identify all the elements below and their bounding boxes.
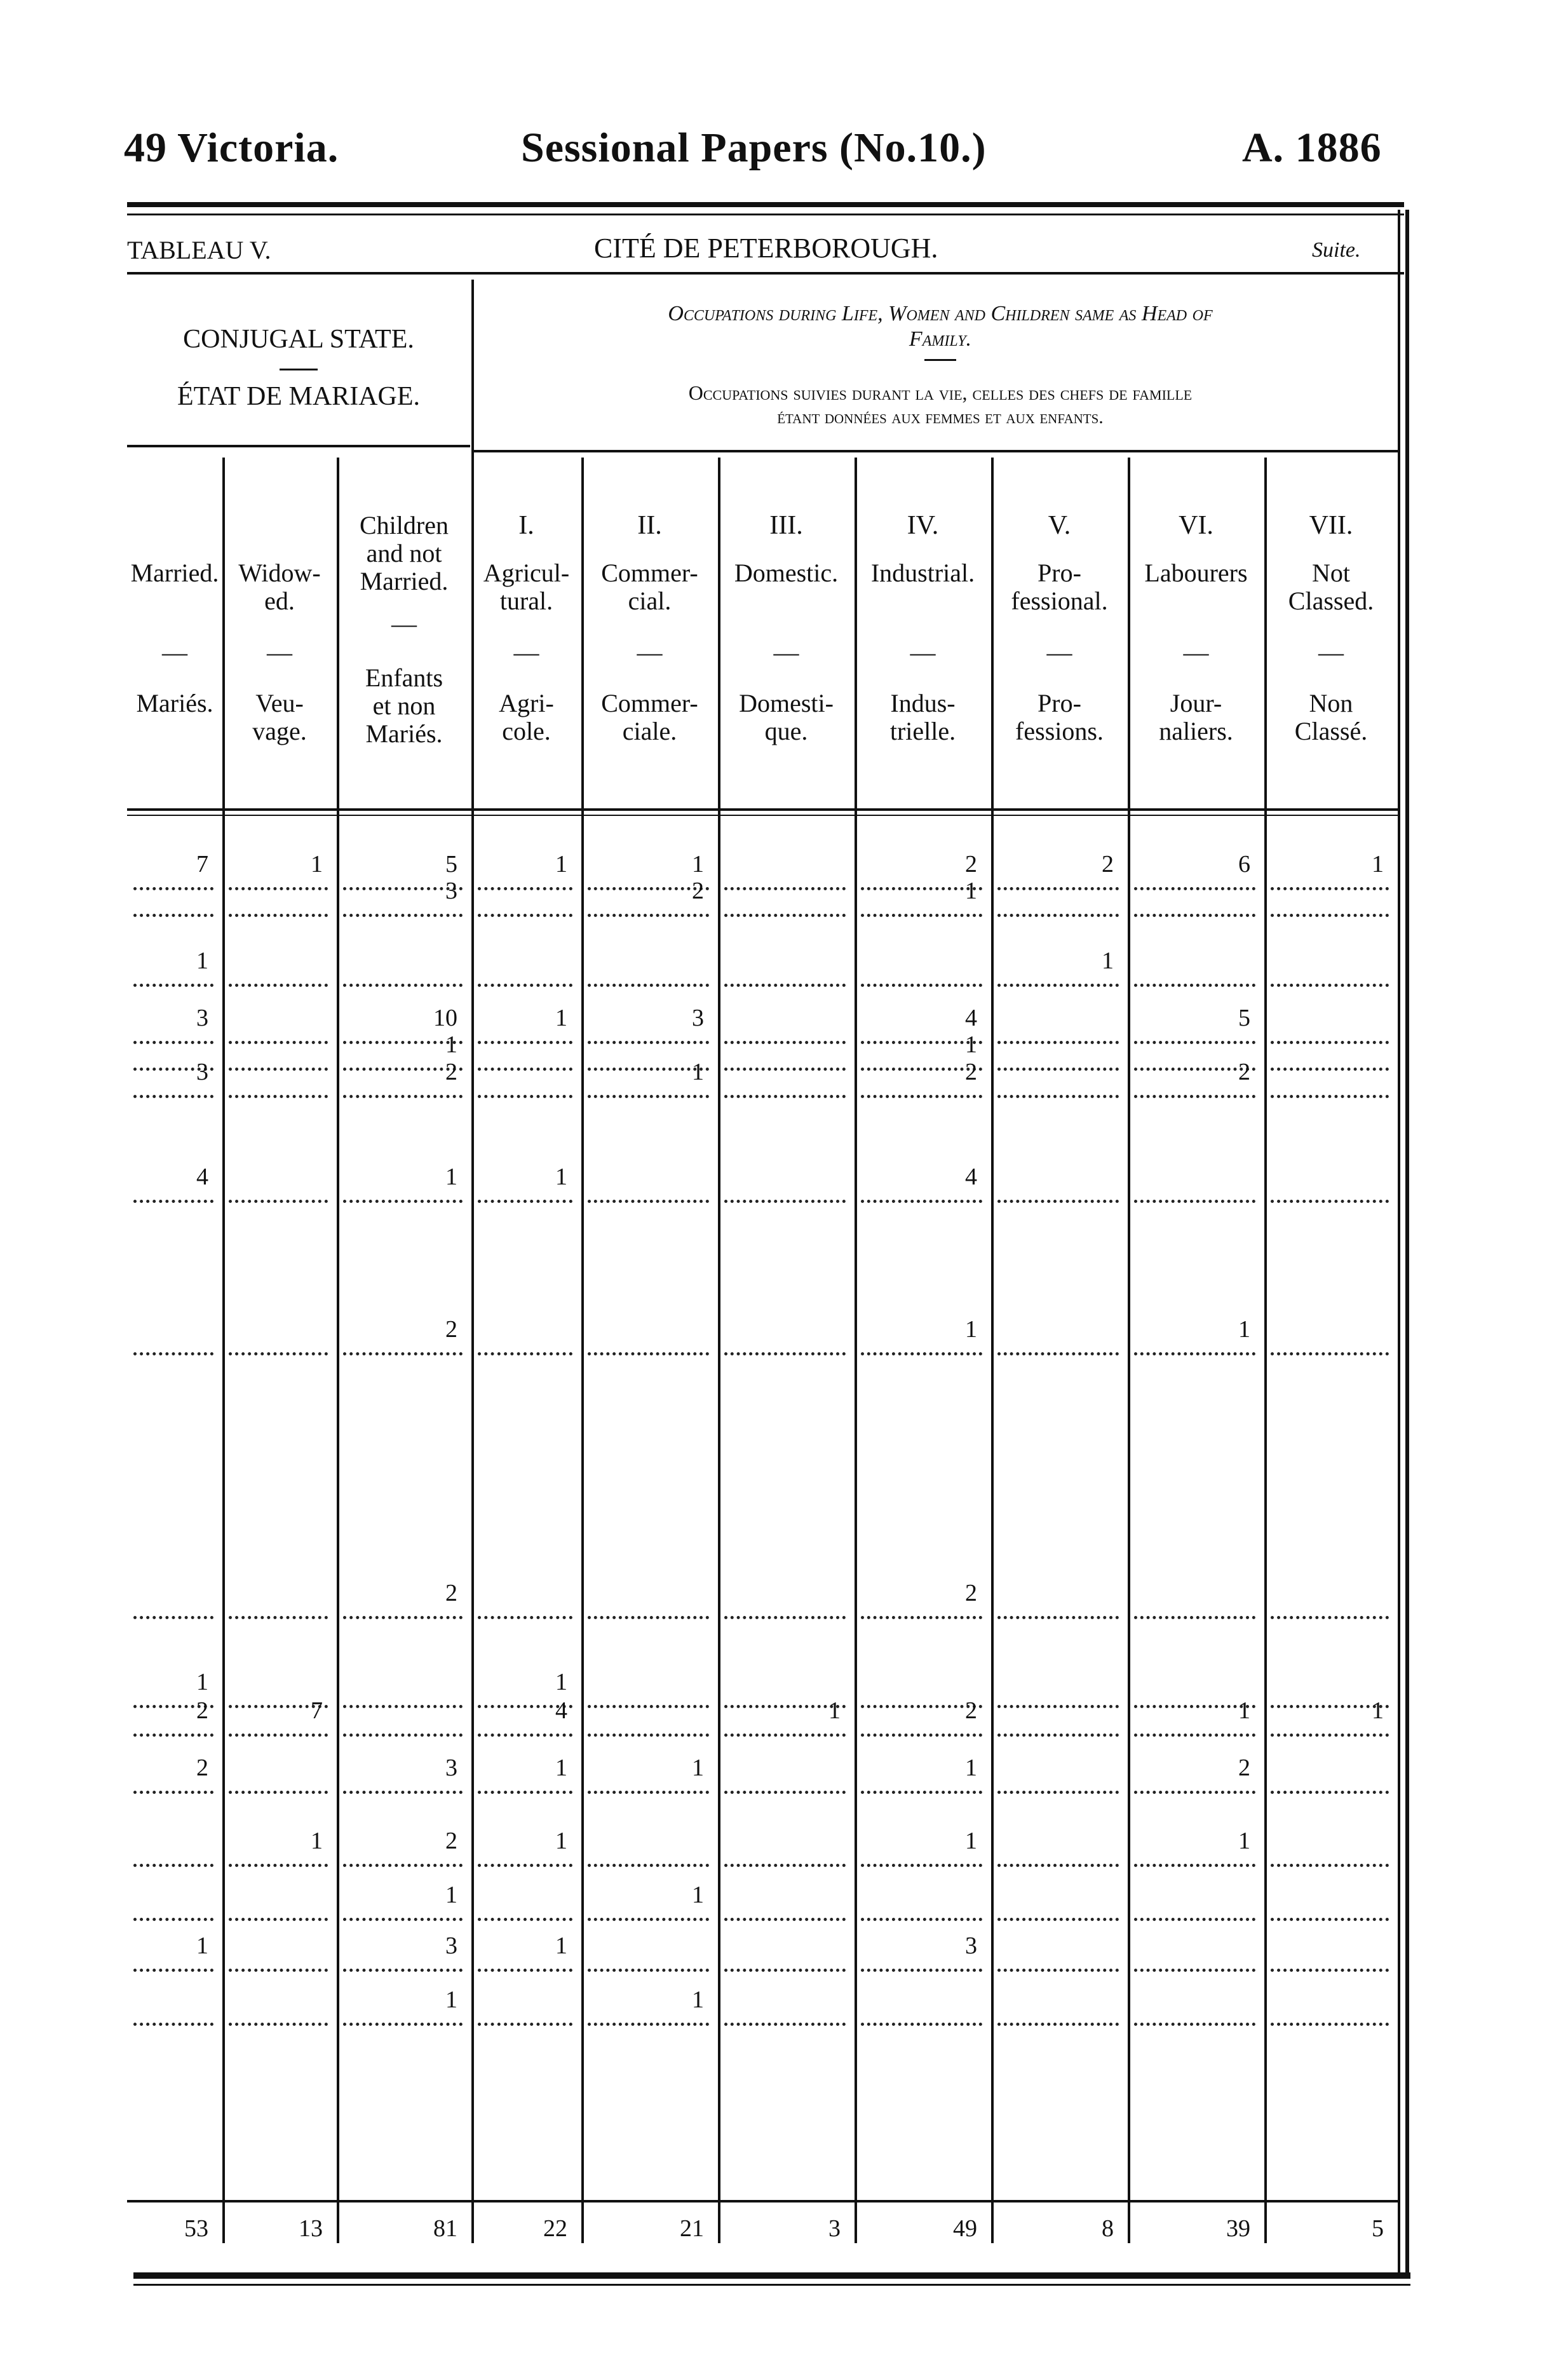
dotted-leader [133,1734,213,1737]
occupations-en-1: Occupations during Life, Women and Children same as Head of [668,302,1213,325]
dotted-leader [1134,1200,1255,1203]
column-header-en: Agricul- tural. [483,559,570,615]
dotted-leader [997,1068,1119,1071]
dotted-leader [997,1791,1119,1794]
table-cell: 1 [445,1986,457,2013]
dotted-leader [1134,1918,1255,1921]
suite-label: Suite. [1312,238,1361,262]
total-cell: 21 [680,2215,704,2242]
dotted-leader [588,2023,709,2026]
table-cell: 3 [445,1932,457,1959]
column-header-fr: Veu- vage. [252,689,307,745]
dotted-leader [343,1864,463,1867]
column-header-fr: Agri- cole. [499,689,554,745]
dotted-leader [997,1918,1119,1921]
table-cell: 1 [1372,851,1384,878]
table-cell: 2 [965,1580,977,1606]
table-cell: 1 [445,1031,457,1058]
table-cell: 2 [1238,1754,1250,1781]
column-header-fr: Pro- fessions. [1015,689,1104,745]
total-cell: 5 [1372,2215,1384,2242]
table-cell: 1 [1238,1697,1250,1724]
dotted-leader [861,1969,982,1972]
table-cell: 1 [555,1005,567,1031]
table-cell: 3 [445,878,457,904]
dotted-leader [1134,1969,1255,1972]
total-cell: 22 [543,2215,567,2242]
bottom-rule-thin [133,2284,1410,2286]
dotted-leader [343,1791,463,1794]
table-cell: 7 [311,1697,323,1724]
table-cell: 2 [445,1580,457,1606]
dotted-leader [861,1095,982,1098]
column-number: I. [518,511,534,540]
column-separator [991,458,994,2243]
dotted-leader [343,914,463,917]
occupations-en-2: Family. [909,327,972,351]
dotted-leader [1134,1616,1255,1619]
column-header-en: Children and not Married. [360,511,449,595]
dotted-leader [478,1918,572,1921]
dotted-leader [343,1352,463,1355]
dotted-leader [1271,1969,1389,1972]
column-header-en: Married. [130,559,219,587]
column-number: VII. [1309,511,1353,540]
dotted-leader [588,1864,709,1867]
dotted-leader [724,1616,846,1619]
total-cell: 81 [433,2215,457,2242]
column-separator [1128,458,1130,2243]
dotted-leader [861,1918,982,1921]
table-cell: 5 [445,851,457,878]
table-cell: 1 [445,1164,457,1190]
table-cell: 1 [555,1932,567,1959]
dotted-leader [478,1095,572,1098]
column-header-rule-thin [127,815,1398,816]
dotted-leader [133,1616,213,1619]
dotted-leader [478,1068,572,1071]
dotted-leader [478,1734,572,1737]
column-header-en: Widow- ed. [238,559,321,615]
dotted-leader [343,1705,463,1708]
occupations-fr-1: Occupations suivies durant la vie, celles des chefs de famille [688,381,1193,404]
dotted-leader [1271,1041,1389,1044]
dotted-leader [1134,1352,1255,1355]
table-cell: 1 [311,851,323,878]
dotted-leader [343,1095,463,1098]
dotted-leader [724,1095,846,1098]
dotted-leader [133,1200,213,1203]
table-cell: 3 [196,1059,208,1085]
table-cell: 2 [965,1697,977,1724]
dotted-leader [229,1969,328,1972]
dotted-leader [478,1041,572,1044]
dotted-leader [1271,1068,1389,1071]
dotted-leader [229,1918,328,1921]
dotted-leader [133,1041,213,1044]
dotted-leader [229,1068,328,1071]
dotted-leader [1271,1616,1389,1619]
dotted-leader [478,1791,572,1794]
dotted-leader [588,1200,709,1203]
dotted-leader [724,1352,846,1355]
dotted-leader [343,1200,463,1203]
dotted-leader [478,1969,572,1972]
dotted-leader [997,914,1119,917]
table-cell: 1 [555,1754,567,1781]
total-cell: 13 [299,2215,323,2242]
table-cell: 7 [196,851,208,878]
total-cell: 3 [828,2215,841,2242]
column-separator [471,452,474,2243]
dotted-leader [1271,2023,1389,2026]
dotted-leader [343,1734,463,1737]
table-cell: 4 [965,1005,977,1031]
column-header-fr: Indus- trielle. [889,689,956,745]
dotted-leader [588,1705,709,1708]
dotted-leader [588,1791,709,1794]
dotted-leader [1134,887,1255,890]
dotted-leader [997,2023,1119,2026]
dotted-leader [724,914,846,917]
dotted-leader [229,1616,328,1619]
column-header-dash: — [391,609,417,638]
dotted-leader [133,984,213,987]
table-cell: 1 [828,1697,841,1724]
dotted-leader [343,1969,463,1972]
dotted-leader [1271,1791,1389,1794]
dotted-leader [724,1918,846,1921]
dotted-leader [133,1969,213,1972]
column-separator [718,458,720,2243]
conjugal-dash [280,369,318,370]
sessional-papers-title: Sessional Papers (No.10.) [521,125,987,171]
column-header-fr: Enfants et non Mariés. [365,663,443,748]
dotted-leader [133,2023,213,2026]
table-cell: 1 [692,1059,704,1085]
table-cell: 5 [1238,1005,1250,1031]
column-number: VI. [1179,511,1213,540]
dotted-leader [229,1791,328,1794]
table-cell: 3 [692,1005,704,1031]
column-header-en: Industrial. [870,559,975,587]
dotted-leader [724,1734,846,1737]
table-cell: 1 [965,1316,977,1343]
dotted-leader [1134,1864,1255,1867]
table-cell: 1 [555,1669,567,1695]
dotted-leader [1271,887,1389,890]
column-separator [337,458,339,2243]
occupations-fr-2: étant données aux femmes et aux enfants. [777,407,1104,428]
column-header-en: Pro- fessional. [1011,559,1108,615]
dotted-leader [997,1734,1119,1737]
dotted-leader [588,1918,709,1921]
total-cell: 49 [953,2215,977,2242]
dotted-leader [1134,984,1255,987]
dotted-leader [133,1864,213,1867]
table-cell: 1 [692,1882,704,1908]
table-cell: 1 [692,1986,704,2013]
dotted-leader [861,2023,982,2026]
table-cell: 4 [555,1697,567,1724]
column-header-dash: — [773,638,799,667]
column-header-en: Domestic. [734,559,839,587]
dotted-leader [1271,984,1389,987]
table-cell: 1 [965,1828,977,1854]
column-header-dash: — [162,638,187,667]
column-header-dash: — [910,638,936,667]
table-cell: 2 [1238,1059,1250,1085]
table-cell: 1 [1238,1828,1250,1854]
right-frame-line [1398,210,1400,2275]
conjugal-state-fr: ÉTAT DE MARIAGE. [177,382,420,411]
top-rule [127,202,1404,207]
table-cell: 1 [692,1754,704,1781]
dotted-leader [588,984,709,987]
table-cell: 1 [196,947,208,974]
column-header-fr: Jour- naliers. [1159,689,1233,745]
dotted-leader [229,1041,328,1044]
table-cell: 2 [196,1697,208,1724]
dotted-leader [343,2023,463,2026]
dotted-leader [1271,1200,1389,1203]
dotted-leader [861,1864,982,1867]
dotted-leader [724,1068,846,1071]
dotted-leader [1134,1791,1255,1794]
tableau-label: TABLEAU V. [127,236,271,264]
table-cell: 1 [692,851,704,878]
conjugal-header-rule [127,445,470,447]
dotted-leader [588,1041,709,1044]
column-header-rule [127,808,1398,811]
total-cell: 39 [1226,2215,1250,2242]
dotted-leader [343,1918,463,1921]
column-header-en: Labourers [1144,559,1248,587]
dotted-leader [997,1200,1119,1203]
dotted-leader [229,2023,328,2026]
column-separator [1264,458,1267,2243]
table-cell: 3 [445,1754,457,1781]
dotted-leader [724,1041,846,1044]
dotted-leader [997,1041,1119,1044]
volume-label: 49 Victoria. [124,125,339,171]
dotted-leader [861,984,982,987]
table-cell: 2 [445,1059,457,1085]
table-cell: 2 [965,1059,977,1085]
table-cell: 2 [196,1754,208,1781]
total-cell: 8 [1102,2215,1114,2242]
dotted-leader [997,984,1119,987]
dotted-leader [229,914,328,917]
dotted-leader [1134,1041,1255,1044]
dotted-leader [478,887,572,890]
dotted-leader [1134,1095,1255,1098]
totals-rule [127,2200,1398,2202]
dotted-leader [478,1864,572,1867]
dotted-leader [478,914,572,917]
dotted-leader [478,1352,572,1355]
table-cell: 2 [1102,851,1114,878]
column-separator [222,458,225,2243]
column-header-fr: Commer- ciale. [601,689,698,745]
dotted-leader [997,1864,1119,1867]
table-cell: 2 [445,1828,457,1854]
table-cell: 3 [196,1005,208,1031]
dotted-leader [724,984,846,987]
column-number: V. [1048,511,1071,540]
column-header-dash: — [267,638,292,667]
dotted-leader [478,984,572,987]
dotted-leader [478,1200,572,1203]
table-cell: 6 [1238,851,1250,878]
dotted-leader [133,1791,213,1794]
column-header-dash: — [1318,638,1344,667]
table-cell: 10 [433,1005,457,1031]
right-frame-line-thick [1405,210,1409,2275]
table-cell: 2 [965,851,977,878]
dotted-leader [724,1791,846,1794]
dotted-leader [229,1352,328,1355]
dotted-leader [1271,1918,1389,1921]
table-cell: 1 [445,1882,457,1908]
column-header-fr: Non Classé. [1294,689,1368,745]
table-cell: 1 [555,1828,567,1854]
dotted-leader [724,1969,846,1972]
dotted-leader [1271,1864,1389,1867]
table-cell: 2 [692,878,704,904]
dotted-leader [861,1734,982,1737]
conjugal-state-en: CONJUGAL STATE. [183,325,414,354]
dotted-leader [861,914,982,917]
dotted-leader [1271,1734,1389,1737]
dotted-leader [861,1791,982,1794]
column-header-dash: — [637,638,663,667]
table-cell: 1 [965,1031,977,1058]
column-header-dash: — [1183,638,1209,667]
dotted-leader [997,887,1119,890]
dotted-leader [997,1095,1119,1098]
table-cell: 4 [196,1164,208,1190]
table-title: CITÉ DE PETERBOROUGH. [594,233,938,264]
dotted-leader [861,1200,982,1203]
dotted-leader [588,1095,709,1098]
dotted-leader [588,1352,709,1355]
table-cell: 1 [196,1669,208,1695]
dotted-leader [229,1200,328,1203]
column-number: III. [769,511,803,540]
dotted-leader [588,914,709,917]
dotted-leader [1271,1352,1389,1355]
dotted-leader [588,1734,709,1737]
column-header-en: Commer- cial. [601,559,698,615]
dotted-leader [588,1969,709,1972]
dotted-leader [724,1200,846,1203]
dotted-leader [133,1095,213,1098]
dotted-leader [229,1734,328,1737]
table-cell: 1 [965,1754,977,1781]
column-header-en: Not Classed. [1288,559,1374,615]
dotted-leader [724,2023,846,2026]
dotted-leader [133,887,213,890]
column-number: II. [637,511,662,540]
dotted-leader [478,1616,572,1619]
occupations-dash [924,359,956,361]
column-header-fr: Domesti- que. [739,689,834,745]
dotted-leader [1271,914,1389,917]
dotted-leader [861,1352,982,1355]
dotted-leader [343,984,463,987]
table-cell: 2 [445,1316,457,1343]
dotted-leader [997,1352,1119,1355]
dotted-leader [997,1705,1119,1708]
table-cell: 1 [1238,1316,1250,1343]
table-cell: 1 [1102,947,1114,974]
dotted-leader [724,1864,846,1867]
dotted-leader [588,1616,709,1619]
column-separator [855,458,857,2243]
dotted-leader [478,2023,572,2026]
table-cell: 1 [555,1164,567,1190]
dotted-leader [724,887,846,890]
dotted-leader [229,1864,328,1867]
dotted-leader [997,1616,1119,1619]
occupations-header-rule [471,450,1398,452]
dotted-leader [133,1352,213,1355]
table-cell: 3 [965,1932,977,1959]
table-cell: 4 [965,1164,977,1190]
table-cell: 1 [555,851,567,878]
dotted-leader [1134,1734,1255,1737]
bottom-rule [133,2272,1410,2279]
dotted-leader [229,1095,328,1098]
header-divider [471,280,474,458]
table-cell: 1 [311,1828,323,1854]
total-cell: 53 [184,2215,208,2242]
dotted-leader [133,1918,213,1921]
year-label: A. 1886 [1242,125,1382,171]
dotted-leader [229,887,328,890]
top-rule-thin [127,214,1404,215]
table-cell: 1 [1372,1697,1384,1724]
dotted-leader [861,1616,982,1619]
dotted-leader [343,1616,463,1619]
title-rule [127,272,1404,275]
column-header-fr: Mariés. [136,689,213,717]
column-header-dash: — [513,638,539,667]
dotted-leader [1134,914,1255,917]
column-header-dash: — [1046,638,1072,667]
column-number: IV. [907,511,939,540]
dotted-leader [229,984,328,987]
dotted-leader [133,914,213,917]
table-cell: 1 [965,878,977,904]
column-separator [581,458,584,2243]
dotted-leader [1134,2023,1255,2026]
dotted-leader [997,1969,1119,1972]
dotted-leader [1271,1095,1389,1098]
table-cell: 1 [196,1932,208,1959]
